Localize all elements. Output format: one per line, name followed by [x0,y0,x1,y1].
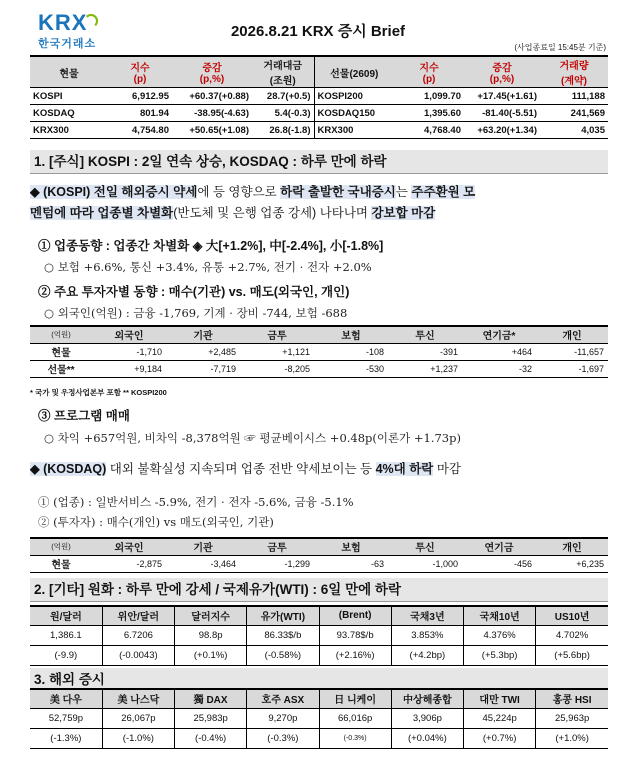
cell: (-9.9) [30,645,102,665]
kosdaq-investor-table [30,537,608,573]
header-cell: 투신 [388,538,462,555]
cell: +1,121 [240,343,314,360]
cell: -8,205 [240,360,314,377]
header-cell: 개인 [536,326,608,343]
cell: (-0.3%) [247,728,319,748]
header-cell: 홍콩 HSI [536,689,608,708]
cell: KOSPI [30,88,108,105]
cell: 111,188 [540,88,608,105]
header-cell: 외국인 [92,538,166,555]
header-cell: (억원) [30,538,92,555]
cell: -7,719 [166,360,240,377]
headline-part: (반도체 및 은행 업종 강세) 나타나며 [173,206,372,220]
cell: KOSPI200 [314,88,394,105]
header-cell: 지수 (p) [394,56,464,88]
cell: 28.7(+0.5) [252,88,314,105]
table-row [30,625,608,645]
header-cell: 지수 (p) [108,56,172,88]
investor-header-row [30,326,608,343]
program-trading-detail: ○ 차익 +657억원, 비차익 -8,378억원 ☞ 평균베이시스 +0.48p(이론가 +1.73p) [44,431,461,445]
cell: -391 [388,343,462,360]
row-label: 현물 [30,343,92,360]
cell: 52,759p [30,708,102,728]
cell: 86.33$/b [247,625,319,645]
cell: -1,000 [388,555,462,572]
header-cell: 증감 (p,%) [172,56,252,88]
cell: 26,067p [102,708,174,728]
cell: 25,983p [175,708,247,728]
cell: KOSDAQ [30,105,108,122]
header-cell: 위안/달러 [102,606,174,625]
cell: (-1.3%) [30,728,102,748]
header-cell: 日 니케이 [319,689,391,708]
table-row [30,122,608,139]
cell: 801.94 [108,105,172,122]
header-cell: 연기금 [462,538,536,555]
cell: +464 [462,343,536,360]
headline-part: ◆ (KOSPI) 전일 해외증시 약세 [30,185,198,199]
cell: 4,754.80 [108,122,172,139]
header-cell: 보험 [314,538,388,555]
cell: (+5.3bp) [464,645,536,665]
cell: +1,237 [388,360,462,377]
section-1-title: 1. [주식] KOSPI : 2일 연속 상승, KOSDAQ : 하루 만에 하락 [30,150,608,174]
header-cell: 獨 DAX [175,689,247,708]
table-row [30,555,608,572]
cell: 6.7206 [102,625,174,645]
cell: -38.95(-4.63) [172,105,252,122]
header-cell: 투신 [388,326,462,343]
cell: +2,485 [166,343,240,360]
cell: 1,386.1 [30,625,102,645]
cell: 66,016p [319,708,391,728]
sector-trend-detail: ○ 보험 +6.6%, 통신 +3.4%, 유통 +2.7%, 전기 · 전자 +2.0% [44,260,372,274]
cell: -456 [462,555,536,572]
cell: -1,299 [240,555,314,572]
cell: (+0.04%) [391,728,463,748]
cell: 5.4(-0.3) [252,105,314,122]
cell: (+2.16%) [319,645,391,665]
section-2-title: 2. [기타] 원화 : 하루 만에 강세 / 국제유가(WTI) : 6일 만에 하락 [30,578,608,602]
cell: KRX300 [30,122,108,139]
cell: -1,710 [92,343,166,360]
row-label: 현물 [30,555,92,572]
header-cell: 기관 [166,538,240,555]
cell: 4.702% [536,625,608,645]
cell: -81.40(-5.51) [464,105,540,122]
header-cell: 보험 [314,326,388,343]
kosdaq-sector-detail: ① (업종) : 일반서비스 -5.9%, 전기 · 전자 -5.6%, 금융 -5.1% [38,495,354,509]
cell: 241,569 [540,105,608,122]
header-cell: US10년 [536,606,608,625]
investor-footnote: * 국가 및 우정사업본부 포함 ** KOSPI200 [30,388,167,397]
cell: 9,270p [247,708,319,728]
cell: -1,697 [536,360,608,377]
cell: (-0.4%) [175,728,247,748]
cell: 45,224p [464,708,536,728]
cell: 1,099.70 [394,88,464,105]
header-cell: 금투 [240,326,314,343]
cell: 4,768.40 [394,122,464,139]
header-cell: 원/달러 [30,606,102,625]
cell: (+5.6bp) [536,645,608,665]
section-3-title: 3. 해외 증시 [30,668,608,692]
header-cell: 거래량 (계약) [540,56,608,88]
cell: +6,235 [536,555,608,572]
cell: (-0.58%) [247,645,319,665]
cell: +9,184 [92,360,166,377]
kosdaq-investor-detail: ② (투자자) : 매수(개인) vs 매도(외국인, 기관) [38,515,274,529]
cell: 6,912.95 [108,88,172,105]
header-cell: 국채3년 [391,606,463,625]
fx-header-row [30,606,608,625]
program-trading-title: ③ 프로그램 매매 [38,409,130,423]
investor-trend-title: ② 주요 투자자별 동향 : 매수(기관) vs. 매도(외국인, 개인) [38,285,350,299]
cell: -530 [314,360,388,377]
cell: +17.45(+1.61) [464,88,540,105]
header-cell: 호주 ASX [247,689,319,708]
cell: 98.8p [175,625,247,645]
header-cell: 기관 [166,326,240,343]
kosdaq-headline [30,459,608,480]
header-cell: 美 나스닥 [102,689,174,708]
headline-part: 4%대 하락 [375,462,434,476]
table-row [30,708,608,728]
row-label: 선물** [30,360,92,377]
cell: (+0.7%) [464,728,536,748]
table-row [30,728,608,748]
overseas-header-row [30,689,608,708]
cell: -108 [314,343,388,360]
cell: -32 [462,360,536,377]
headline-part: 하락 출발한 국내증시 [280,185,396,199]
header-cell: 금투 [240,538,314,555]
header-cell: 유가(WTI) [247,606,319,625]
cell: 3,906p [391,708,463,728]
logo-korean: 한국거래소 [38,38,97,50]
headline-part: 멘텀에 따라 업종별 차별화 [30,206,174,220]
cell: 4,035 [540,122,608,139]
cell: -2,875 [92,555,166,572]
cell: KRX300 [314,122,394,139]
table-row [30,360,608,377]
headline-part: ◆ (KOSDAQ) [30,462,107,476]
headline-part: 강보합 마감 [371,206,436,220]
header-cell: 선물(2609) [314,56,394,88]
header-cell: 국채10년 [464,606,536,625]
header-cell: 연기금* [462,326,536,343]
cell: -3,464 [166,555,240,572]
investor-table [30,325,608,378]
kospi-headline [30,182,608,224]
cell: (+4.2bp) [391,645,463,665]
timestamp-note: (사업종료일 15:45분 기준) [514,43,606,52]
cell: +50.65(+1.08) [172,122,252,139]
header-cell: 현물 [30,56,108,88]
cell: (-1.0%) [102,728,174,748]
headline-part: 는 [395,185,412,199]
header-cell: 中상해종합 [391,689,463,708]
fx-rates-table [30,605,608,666]
cell: 3.853% [391,625,463,645]
cell: +63.20(+1.34) [464,122,540,139]
header-cell: 증감 (p,%) [464,56,540,88]
cell: (+1.0%) [536,728,608,748]
headline-part: 마감 [433,462,461,476]
cell: +60.37(+0.88) [172,88,252,105]
cell: 4.376% [464,625,536,645]
header-cell: (억원) [30,326,92,343]
cell: 1,395.60 [394,105,464,122]
cell: 25,963p [536,708,608,728]
cell: -11,657 [536,343,608,360]
header-cell: (Brent) [319,606,391,625]
market-header-row [30,56,608,88]
sector-trend-title: ① 업종동향 : 업종간 차별화 ◈ 大[+1.2%], 中[-2.4%], 小[-1.8%] [38,239,384,253]
kosdaq-header-row [30,538,608,555]
cell: (-0.3%) [319,728,391,748]
header-cell: 거래대금 (조원) [252,56,314,88]
header-cell: 대만 TWI [464,689,536,708]
headline-part: 주주환원 모 [411,185,476,199]
headline-part: 에 등 영향으로 [197,185,281,199]
investor-trend-detail: ○ 외국인(억원) : 금융 -1,769, 기계 · 장비 -744, 보험 -688 [44,306,348,320]
market-summary-table [30,55,608,139]
table-row [30,645,608,665]
header-cell: 美 다우 [30,689,102,708]
page-title: 2026.8.21 KRX 증시 Brief [230,23,406,40]
headline-part: 대외 불확실성 지속되며 업종 전반 약세보이는 등 [106,462,376,476]
table-row [30,105,608,122]
cell: 93.78$/b [319,625,391,645]
cell: KOSDAQ150 [314,105,394,122]
cell: -63 [314,555,388,572]
header-cell: 달러지수 [175,606,247,625]
overseas-markets-table [30,688,608,749]
header-cell: 개인 [536,538,608,555]
table-row [30,88,608,105]
header-cell: 외국인 [92,326,166,343]
table-row [30,343,608,360]
cell: (-0.0043) [102,645,174,665]
cell: 26.8(-1.8) [252,122,314,139]
logo-text: KRX [38,10,88,35]
cell: (+0.1%) [175,645,247,665]
